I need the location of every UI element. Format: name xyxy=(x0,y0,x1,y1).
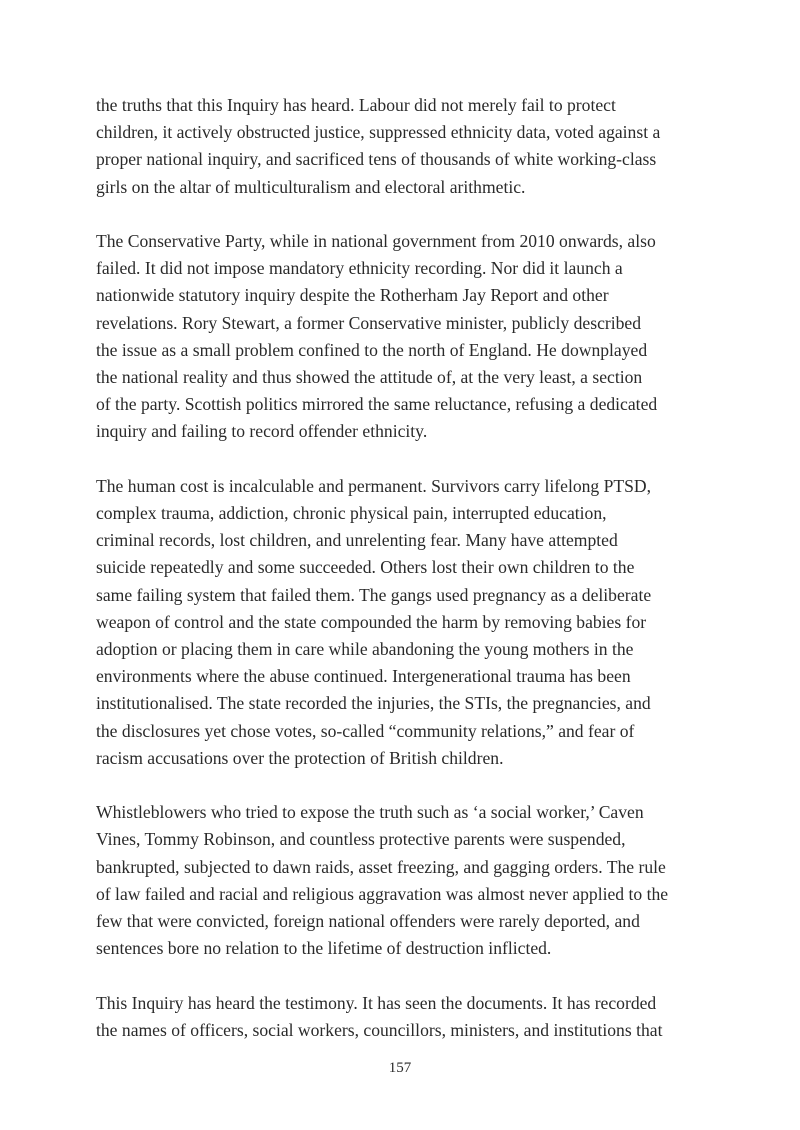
text-line: Whistleblowers who tried to expose the truth such as ‘a social worker,’ Caven xyxy=(96,802,644,823)
text-line: criminal records, lost children, and unrelenting fear. Many have attempted xyxy=(96,530,618,551)
text-line: revelations. Rory Stewart, a former Conservative minister, publicly described xyxy=(96,312,642,333)
page-number: 157 xyxy=(388,1060,412,1076)
text-line: The human cost is incalculable and permanent. Survivors carry lifelong PTSD, xyxy=(96,475,652,496)
text-line: This Inquiry has heard the testimony. It has seen the documents. It has recorded xyxy=(96,992,657,1013)
paragraph xyxy=(96,799,708,962)
text-line: sentences bore no relation to the lifetime of destruction inflicted. xyxy=(96,938,552,959)
text-line: weapon of control and the state compounded the harm by removing babies for xyxy=(96,611,647,632)
text-line: The Conservative Party, while in national government from 2010 onwards, also xyxy=(96,231,656,251)
paragraph xyxy=(96,228,708,446)
text-line: proper national inquiry, and sacrificed tens of thousands of white working-class xyxy=(96,149,657,170)
text-line: the issue as a small problem confined to the north of England. He downplayed xyxy=(96,339,648,360)
text-line: Vines, Tommy Robinson, and countless protective parents were suspended, xyxy=(96,829,626,850)
paragraph xyxy=(96,92,708,201)
text-line: children, it actively obstructed justice, suppressed ethnicity data, voted against a xyxy=(96,122,661,143)
text-line: girls on the altar of multiculturalism and electoral arithmetic. xyxy=(96,176,526,197)
paragraph xyxy=(96,473,708,772)
text-line: the disclosures yet chose votes, so-called “community relations,” and fear of xyxy=(96,720,635,741)
text-line: the names of officers, social workers, councillors, ministers, and institutions that xyxy=(96,1019,663,1040)
text-line: institutionalised. The state recorded the injuries, the STIs, the pregnancies, and xyxy=(96,693,651,714)
text-line: failed. It did not impose mandatory ethnicity recording. Nor did it launch a xyxy=(96,258,623,279)
text-line: complex trauma, addiction, chronic physical pain, interrupted education, xyxy=(96,503,607,524)
text-line: the national reality and thus showed the attitude of, at the very least, a section xyxy=(96,367,643,388)
text-line: of the party. Scottish politics mirrored the same reluctance, refusing a dedicated xyxy=(96,394,658,415)
text-line: bankrupted, subjected to dawn raids, asset freezing, and gagging orders. The rule xyxy=(96,856,666,877)
text-line: environments where the abuse continued. Intergenerational trauma has been xyxy=(96,666,631,687)
text-line: inquiry and failing to record offender ethnicity. xyxy=(96,421,428,442)
text-line: few that were convicted, foreign national offenders were rarely deported, and xyxy=(96,911,640,932)
text-line: the truths that this Inquiry has heard. Labour did not merely fail to protect xyxy=(96,95,616,115)
body-text xyxy=(96,92,708,1044)
text-line: adoption or placing them in care while abandoning the young mothers in the xyxy=(96,639,634,660)
text-line: suicide repeatedly and some succeeded. Others lost their own children to the xyxy=(96,557,635,578)
text-line: of law failed and racial and religious aggravation was almost never applied to the xyxy=(96,883,669,904)
paragraph xyxy=(96,990,708,1044)
text-line: same failing system that failed them. The gangs used pregnancy as a deliberate xyxy=(96,584,652,605)
text-line: racism accusations over the protection of British children. xyxy=(96,747,504,768)
text-line: nationwide statutory inquiry despite the Rotherham Jay Report and other xyxy=(96,285,609,306)
